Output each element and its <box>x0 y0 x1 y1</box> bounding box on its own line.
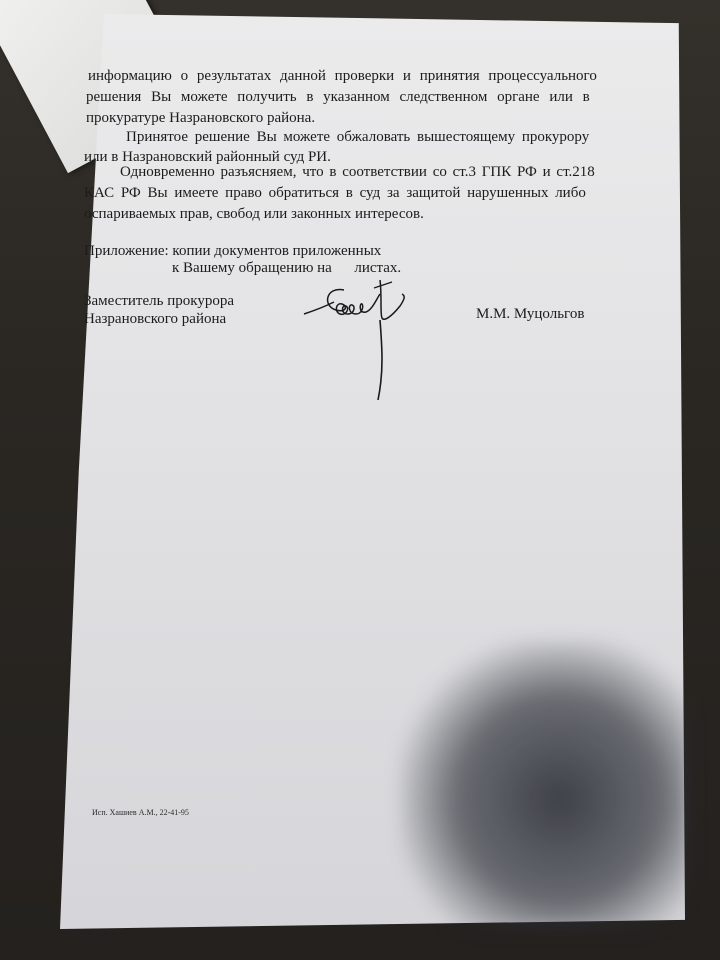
paragraph-1-line-3: прокуратуре Назрановского района. <box>86 110 316 126</box>
attachment-line-1: Приложение: копии документов приложенных <box>84 243 382 259</box>
paragraph-1-line-2: решения Вы можете получить в указанном следственном органе или в <box>86 89 590 105</box>
handwritten-signature <box>296 276 416 406</box>
paragraph-1-line-1: информацию о результатах данной проверки и принятия процессуального <box>88 68 597 84</box>
signatory-position-line-2: Назрановского района <box>84 311 227 327</box>
signatory-position-line-1: Заместитель прокурора <box>84 293 234 309</box>
paragraph-2-line-2: или в Назрановский районный суд РИ. <box>84 149 331 165</box>
paragraph-3-line-3: оспариваемых прав, свобод или законных интересов. <box>84 206 424 222</box>
paragraph-3-line-1: Одновременно разъясняем, что в соответствии со ст.3 ГПК РФ и ст.218 <box>120 164 595 180</box>
hand-shadow <box>400 640 690 930</box>
paragraph-2-line-1: Принятое решение Вы можете обжаловать вышестоящему прокурору <box>126 129 590 145</box>
signatory-name: М.М. Муцольгов <box>476 306 585 322</box>
executor-footer: Исп. Хашиев А.М., 22-41-95 <box>92 808 189 817</box>
paragraph-3-line-2: КАС РФ Вы имеете право обратиться в суд за защитой нарушенных либо <box>84 185 586 201</box>
attachment-line-2: к Вашему обращению на листах. <box>172 260 402 276</box>
